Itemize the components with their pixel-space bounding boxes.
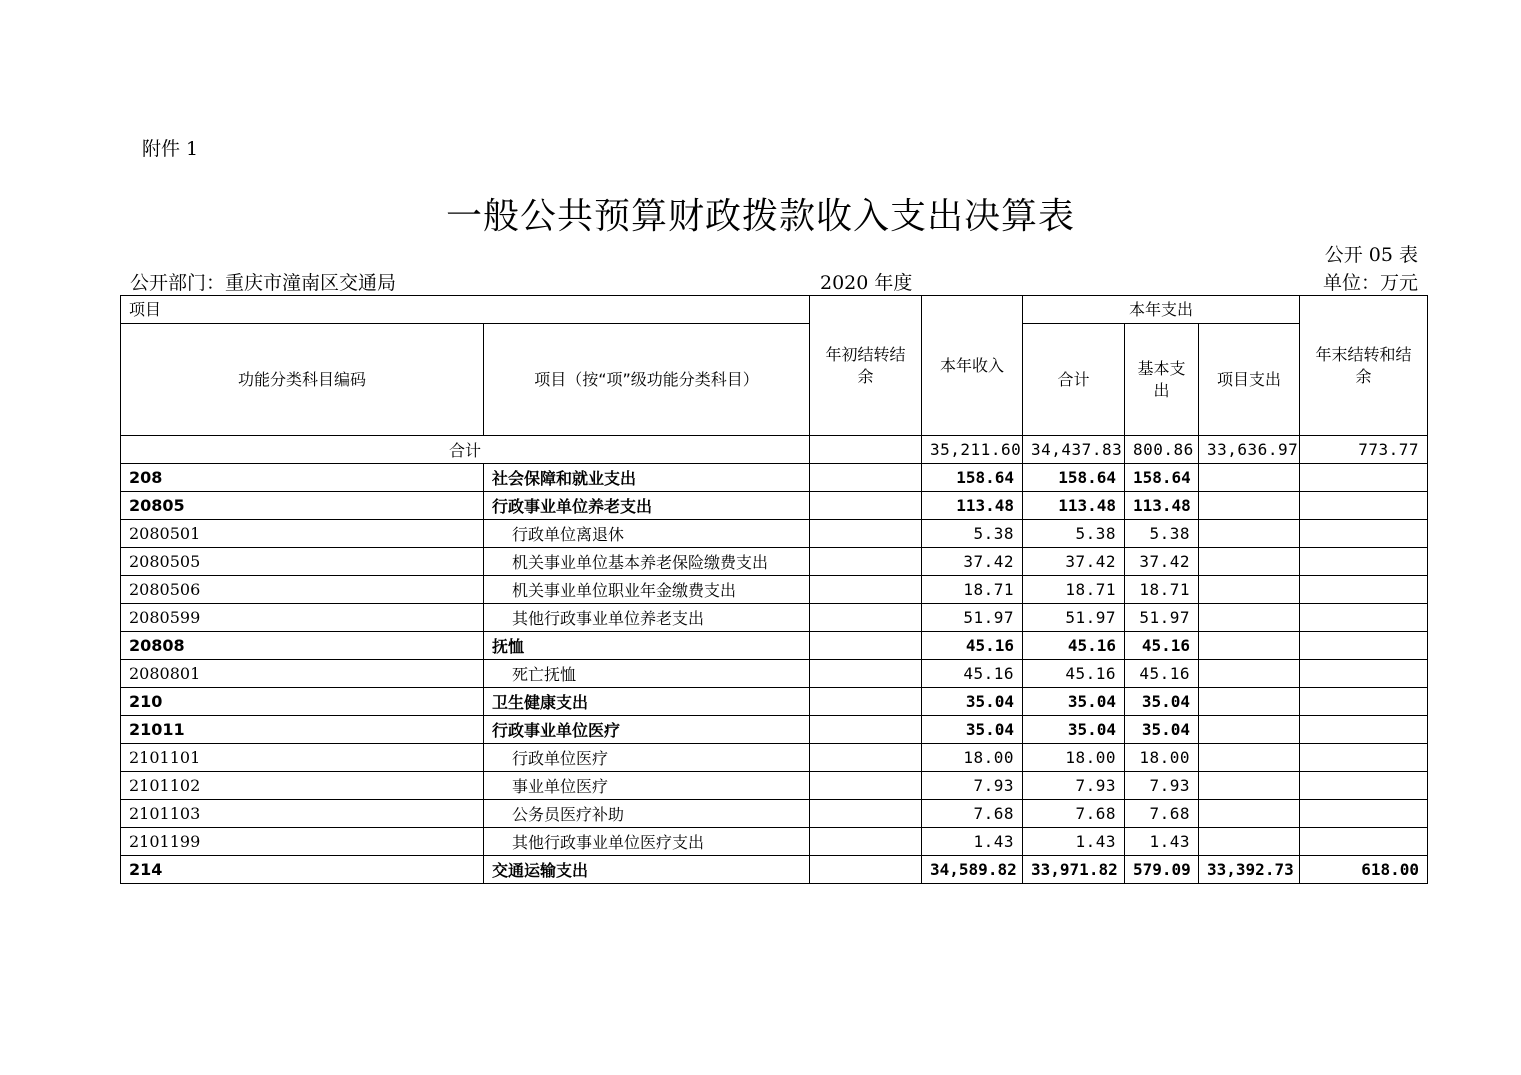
row-expense-basic: 18.00 bbox=[1125, 744, 1199, 772]
header-expense-project: 项目支出 bbox=[1199, 324, 1300, 436]
department-label: 公开部门：重庆市潼南区交通局 bbox=[130, 272, 397, 294]
table-row bbox=[121, 772, 1428, 800]
header-opening-balance: 年初结转结余 bbox=[810, 296, 922, 436]
total-label: 合计 bbox=[121, 436, 810, 464]
row-code: 2080506 bbox=[121, 576, 484, 604]
header-expense-total: 合计 bbox=[1023, 324, 1125, 436]
row-opening bbox=[810, 548, 922, 576]
row-expense-total: 113.48 bbox=[1023, 492, 1125, 520]
row-closing bbox=[1300, 800, 1428, 828]
row-code: 214 bbox=[121, 856, 484, 884]
unit-label: 单位：万元 bbox=[1322, 272, 1418, 294]
row-name: 公务员医疗补助 bbox=[484, 800, 810, 828]
row-closing bbox=[1300, 828, 1428, 856]
row-income: 18.71 bbox=[922, 576, 1023, 604]
row-expense-project bbox=[1199, 828, 1300, 856]
row-opening bbox=[810, 828, 922, 856]
row-income: 18.00 bbox=[922, 744, 1023, 772]
total-expense-basic: 800.86 bbox=[1125, 436, 1199, 464]
row-opening bbox=[810, 660, 922, 688]
row-closing bbox=[1300, 772, 1428, 800]
row-code: 2080599 bbox=[121, 604, 484, 632]
row-income: 158.64 bbox=[922, 464, 1023, 492]
table-row bbox=[121, 660, 1428, 688]
row-income: 1.43 bbox=[922, 828, 1023, 856]
total-opening bbox=[810, 436, 922, 464]
row-code: 20805 bbox=[121, 492, 484, 520]
row-closing bbox=[1300, 548, 1428, 576]
row-name: 卫生健康支出 bbox=[484, 688, 810, 716]
row-code: 2101103 bbox=[121, 800, 484, 828]
table-row bbox=[121, 492, 1428, 520]
row-expense-basic: 45.16 bbox=[1125, 632, 1199, 660]
row-expense-project bbox=[1199, 688, 1300, 716]
row-expense-project bbox=[1199, 464, 1300, 492]
row-code: 2101199 bbox=[121, 828, 484, 856]
row-closing bbox=[1300, 744, 1428, 772]
row-expense-total: 18.00 bbox=[1023, 744, 1125, 772]
row-name: 事业单位医疗 bbox=[484, 772, 810, 800]
row-closing bbox=[1300, 604, 1428, 632]
row-closing bbox=[1300, 632, 1428, 660]
row-income: 113.48 bbox=[922, 492, 1023, 520]
row-expense-total: 33,971.82 bbox=[1023, 856, 1125, 884]
header-expense-basic: 基本支出 bbox=[1125, 324, 1199, 436]
row-name: 机关事业单位职业年金缴费支出 bbox=[484, 576, 810, 604]
row-expense-project bbox=[1199, 604, 1300, 632]
header-code: 功能分类科目编码 bbox=[121, 324, 484, 436]
header-name: 项目（按“项”级功能分类科目） bbox=[484, 324, 810, 436]
table-row bbox=[121, 828, 1428, 856]
row-opening bbox=[810, 688, 922, 716]
row-expense-project bbox=[1199, 772, 1300, 800]
row-code: 210 bbox=[121, 688, 484, 716]
header-closing-balance: 年末结转和结余 bbox=[1300, 296, 1428, 436]
form-number: 公开 05 表 bbox=[1324, 244, 1418, 266]
row-income: 35.04 bbox=[922, 688, 1023, 716]
row-code: 2101101 bbox=[121, 744, 484, 772]
row-name: 其他行政事业单位医疗支出 bbox=[484, 828, 810, 856]
row-expense-project bbox=[1199, 744, 1300, 772]
fiscal-year: 2020 年度 bbox=[820, 272, 913, 294]
row-expense-total: 37.42 bbox=[1023, 548, 1125, 576]
row-name: 社会保障和就业支出 bbox=[484, 464, 810, 492]
row-opening bbox=[810, 604, 922, 632]
table-row bbox=[121, 548, 1428, 576]
row-closing bbox=[1300, 492, 1428, 520]
report-meta bbox=[130, 268, 1418, 294]
table-row bbox=[121, 632, 1428, 660]
row-code: 2080801 bbox=[121, 660, 484, 688]
row-name: 交通运输支出 bbox=[484, 856, 810, 884]
table-row bbox=[121, 604, 1428, 632]
total-expense-project: 33,636.97 bbox=[1199, 436, 1300, 464]
table-row bbox=[121, 464, 1428, 492]
total-closing: 773.77 bbox=[1300, 436, 1428, 464]
row-expense-basic: 5.38 bbox=[1125, 520, 1199, 548]
table-row bbox=[121, 576, 1428, 604]
row-expense-project bbox=[1199, 576, 1300, 604]
row-opening bbox=[810, 492, 922, 520]
row-code: 2080501 bbox=[121, 520, 484, 548]
row-opening bbox=[810, 632, 922, 660]
row-expense-project bbox=[1199, 520, 1300, 548]
row-name: 行政单位医疗 bbox=[484, 744, 810, 772]
row-expense-total: 51.97 bbox=[1023, 604, 1125, 632]
row-income: 45.16 bbox=[922, 660, 1023, 688]
row-expense-basic: 158.64 bbox=[1125, 464, 1199, 492]
row-code: 2101102 bbox=[121, 772, 484, 800]
header-item: 项目 bbox=[121, 296, 810, 324]
row-expense-total: 18.71 bbox=[1023, 576, 1125, 604]
table-row bbox=[121, 800, 1428, 828]
row-name: 其他行政事业单位养老支出 bbox=[484, 604, 810, 632]
row-expense-basic: 1.43 bbox=[1125, 828, 1199, 856]
row-expense-project bbox=[1199, 660, 1300, 688]
row-expense-total: 45.16 bbox=[1023, 632, 1125, 660]
row-expense-basic: 37.42 bbox=[1125, 548, 1199, 576]
row-opening bbox=[810, 576, 922, 604]
row-expense-basic: 7.68 bbox=[1125, 800, 1199, 828]
row-name: 死亡抚恤 bbox=[484, 660, 810, 688]
row-expense-basic: 45.16 bbox=[1125, 660, 1199, 688]
row-closing bbox=[1300, 520, 1428, 548]
row-name: 抚恤 bbox=[484, 632, 810, 660]
row-expense-basic: 35.04 bbox=[1125, 716, 1199, 744]
table-row bbox=[121, 520, 1428, 548]
row-closing bbox=[1300, 716, 1428, 744]
row-expense-project bbox=[1199, 800, 1300, 828]
row-expense-basic: 18.71 bbox=[1125, 576, 1199, 604]
row-income: 51.97 bbox=[922, 604, 1023, 632]
row-name: 行政事业单位养老支出 bbox=[484, 492, 810, 520]
row-income: 35.04 bbox=[922, 716, 1023, 744]
row-closing bbox=[1300, 660, 1428, 688]
total-expense-total: 34,437.83 bbox=[1023, 436, 1125, 464]
row-expense-total: 5.38 bbox=[1023, 520, 1125, 548]
row-name: 机关事业单位基本养老保险缴费支出 bbox=[484, 548, 810, 576]
row-expense-basic: 51.97 bbox=[1125, 604, 1199, 632]
row-opening bbox=[810, 464, 922, 492]
row-name: 行政单位离退休 bbox=[484, 520, 810, 548]
header-income: 本年收入 bbox=[922, 296, 1023, 436]
row-expense-basic: 113.48 bbox=[1125, 492, 1199, 520]
table-row bbox=[121, 716, 1428, 744]
row-income: 34,589.82 bbox=[922, 856, 1023, 884]
row-code: 21011 bbox=[121, 716, 484, 744]
row-expense-total: 35.04 bbox=[1023, 688, 1125, 716]
row-closing bbox=[1300, 688, 1428, 716]
row-income: 37.42 bbox=[922, 548, 1023, 576]
row-expense-basic: 7.93 bbox=[1125, 772, 1199, 800]
budget-table bbox=[120, 295, 1428, 884]
row-opening bbox=[810, 800, 922, 828]
row-expense-total: 35.04 bbox=[1023, 716, 1125, 744]
row-name: 行政事业单位医疗 bbox=[484, 716, 810, 744]
row-income: 7.68 bbox=[922, 800, 1023, 828]
row-expense-project bbox=[1199, 716, 1300, 744]
row-code: 2080505 bbox=[121, 548, 484, 576]
attachment-label: 附件 1 bbox=[142, 138, 199, 160]
row-opening bbox=[810, 856, 922, 884]
row-income: 45.16 bbox=[922, 632, 1023, 660]
row-closing bbox=[1300, 576, 1428, 604]
row-opening bbox=[810, 744, 922, 772]
row-income: 7.93 bbox=[922, 772, 1023, 800]
row-expense-project bbox=[1199, 632, 1300, 660]
row-expense-total: 45.16 bbox=[1023, 660, 1125, 688]
table-row bbox=[121, 744, 1428, 772]
page-title: 一般公共预算财政拨款收入支出决算表 bbox=[445, 196, 1075, 237]
row-opening bbox=[810, 716, 922, 744]
row-opening bbox=[810, 520, 922, 548]
row-expense-basic: 579.09 bbox=[1125, 856, 1199, 884]
row-expense-total: 7.93 bbox=[1023, 772, 1125, 800]
row-expense-total: 158.64 bbox=[1023, 464, 1125, 492]
row-closing bbox=[1300, 464, 1428, 492]
row-expense-basic: 35.04 bbox=[1125, 688, 1199, 716]
row-opening bbox=[810, 772, 922, 800]
row-expense-project bbox=[1199, 548, 1300, 576]
table-row bbox=[121, 856, 1428, 884]
row-code: 20808 bbox=[121, 632, 484, 660]
total-row bbox=[121, 436, 1428, 464]
header-expense-group: 本年支出 bbox=[1023, 296, 1300, 324]
row-expense-project: 33,392.73 bbox=[1199, 856, 1300, 884]
row-closing: 618.00 bbox=[1300, 856, 1428, 884]
row-expense-total: 7.68 bbox=[1023, 800, 1125, 828]
row-expense-total: 1.43 bbox=[1023, 828, 1125, 856]
row-expense-project bbox=[1199, 492, 1300, 520]
total-income: 35,211.60 bbox=[922, 436, 1023, 464]
table-row bbox=[121, 688, 1428, 716]
row-income: 5.38 bbox=[922, 520, 1023, 548]
row-code: 208 bbox=[121, 464, 484, 492]
